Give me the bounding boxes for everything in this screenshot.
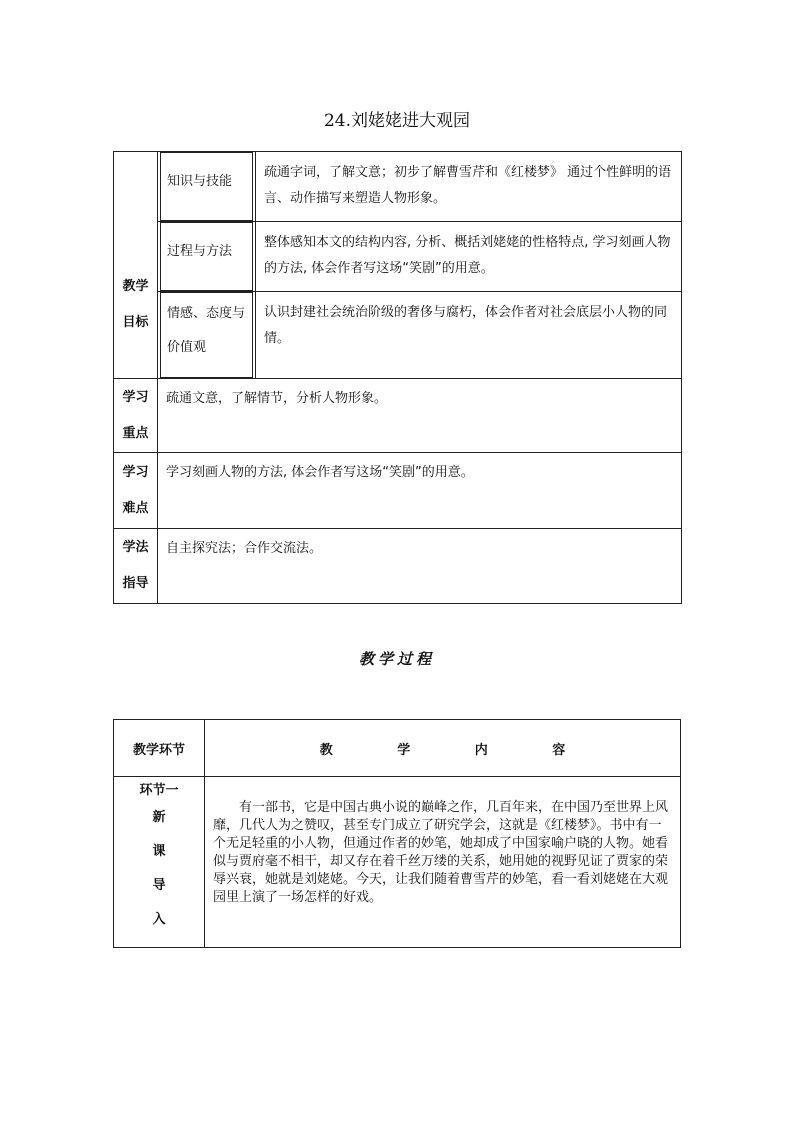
focus-label: 学习 重点 xyxy=(114,379,158,453)
page-title: 24.刘姥姥进大观园 xyxy=(323,111,471,131)
goals-label xyxy=(114,152,158,379)
process-table xyxy=(113,719,681,948)
col-header-segment: 教学环节 xyxy=(114,720,205,777)
focus-text: 疏通文意，了解情节，分析人物形象。 xyxy=(158,379,682,453)
goal-sub-knowledge: 知识与技能 xyxy=(158,152,256,222)
segment-content: 有一部书，它是中国古典小说的巅峰之作，几百年来，在中国乃至世界上风靡，几代人为之赞叹，甚至专门成立了研究学会，这就是《红楼梦》。书中有一个无足轻重的小人物，但通过作者的妙笔，她却成了中国家喻户晓的人物。她看似与贾府毫不相干，却又存在着千丝万缕的关系，她用她的视野见证了贾家的荣辱兴衰，她就是刘姥姥。今天，让我们随着曹雪芹的妙笔，看一看刘姥姥在大观园里上演了一场怎样的好戏。 xyxy=(205,777,681,948)
goal-text-attitude: 认识封建社会统治阶级的奢侈与腐朽，体会作者对社会底层小人物的同情。 xyxy=(256,292,682,379)
segment-label: 环节一 新 课 导 入 xyxy=(114,777,205,948)
goals-label-line2: 目标 xyxy=(122,315,149,330)
goal-text-process: 整体感知本文的结构内容, 分析、概括刘姥姥的性格特点, 学习刻画人物的方法, 体会作者写这场“笑剧”的用意。 xyxy=(256,222,682,292)
difficulty-text: 学习刻画人物的方法, 体会作者写这场“笑剧”的用意。 xyxy=(158,453,682,529)
objectives-table xyxy=(113,151,682,604)
goal-sub-attitude: 情感、态度与价值观 xyxy=(158,292,256,379)
col-header-content: 教 学 内 容 xyxy=(205,720,681,777)
goal-text-knowledge: 疏通字词，了解文意；初步了解曹雪芹和《红楼梦》 通过个性鲜明的语言、动作描写来塑造人物形象。 xyxy=(256,152,682,222)
method-label: 学法 指导 xyxy=(114,529,158,604)
goal-sub-process: 过程与方法 xyxy=(158,222,256,292)
difficulty-label: 学习 难点 xyxy=(114,453,158,529)
goals-label-line1: 教学 xyxy=(122,279,149,294)
segment-head: 环节一 xyxy=(139,783,179,798)
method-text: 自主探究法；合作交流法。 xyxy=(158,529,682,604)
process-title: 教学过程 xyxy=(358,650,435,668)
